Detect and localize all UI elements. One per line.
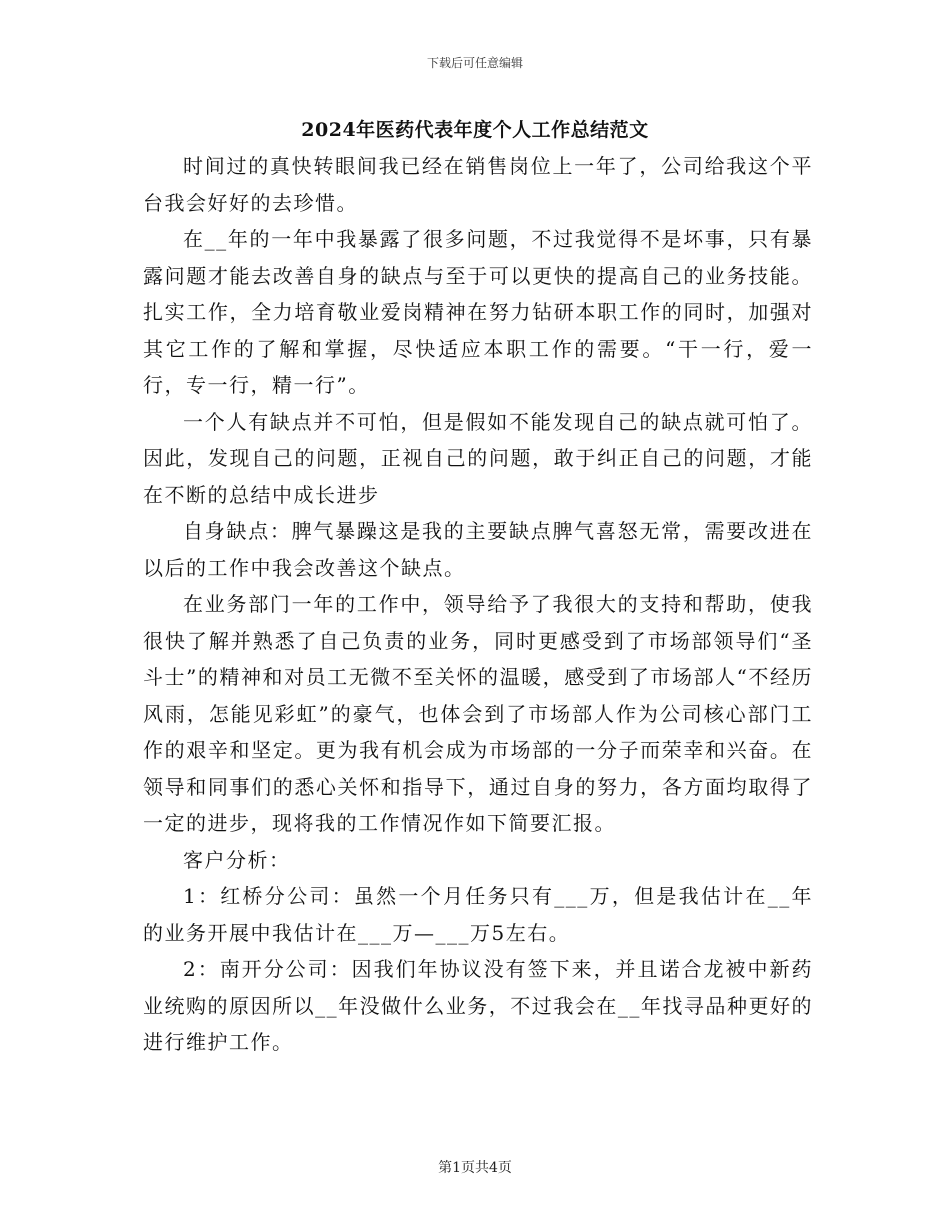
paragraph-client-analysis-heading: 客户分析：	[183, 847, 291, 872]
paragraph-shortcomings: 一个人有缺点并不可怕，但是假如不能发现自己的缺点就可怕了。因此，发现自己的问题，正视自己的问题，敢于纠正自己的问题，才能在不断的总结中成长进步	[143, 409, 813, 507]
paragraph-client-nankai: 2：南开分公司：因我们年协议没有签下来，并且诺合龙被中新药业统购的原因所以__年没做什么业务，不过我会在__年找寻品种更好的进行维护工作。	[143, 957, 813, 1054]
paragraph-intro: 时间过的真快转眼间我已经在销售岗位上一年了，公司给我这个平台我会好好的去珍惜。	[143, 154, 813, 215]
paragraph-self-weakness: 自身缺点：脾气暴躁这是我的主要缺点脾气喜怒无常，需要改进在以后的工作中我会改善这个缺点。	[143, 519, 813, 580]
paragraph-department-work: 在业务部门一年的工作中，领导给予了我很大的支持和帮助，使我很快了解并熟悉了自己负责的业务，同时更感受到了市场部领导们“圣斗士”的精神和对员工无微不至关怀的温暖，感受到了市场部人“不经历风雨，怎能见彩虹”的豪气，也体会到了市场部人作为公司核心部门工作的艰辛和坚定。更为我有机会成为市场部的一分子而荣幸和兴奋。在领导和同事们的悉心关怀和指导下，通过自身的努力，各方面均取得了一定的进步，现将我的工作情况作如下简要汇报。	[143, 592, 813, 835]
paragraph-problems: 在__年的一年中我暴露了很多问题，不过我觉得不是坏事，只有暴露问题才能去改善自身的缺点与至于可以更快的提高自己的业务技能。扎实工作，全力培育敬业爱岗精神在努力钻研本职工作的同时，加强对其它工作的了解和掌握，尽快适应本职工作的需要。“干一行，爱一行，专一行，精一行”。	[143, 227, 813, 397]
page-header: 下载后可任意编辑	[426, 56, 523, 70]
document-body	[143, 148, 813, 1061]
document-title: 2024年医药代表年度个人工作总结范文	[301, 119, 649, 141]
page-footer: 第1页共4页	[438, 1160, 512, 1176]
paragraph-client-hongqiao: 1：红桥分公司：虽然一个月任务只有___万，但是我估计在__年的业务开展中我估计在___万—___万5左右。	[143, 884, 813, 945]
